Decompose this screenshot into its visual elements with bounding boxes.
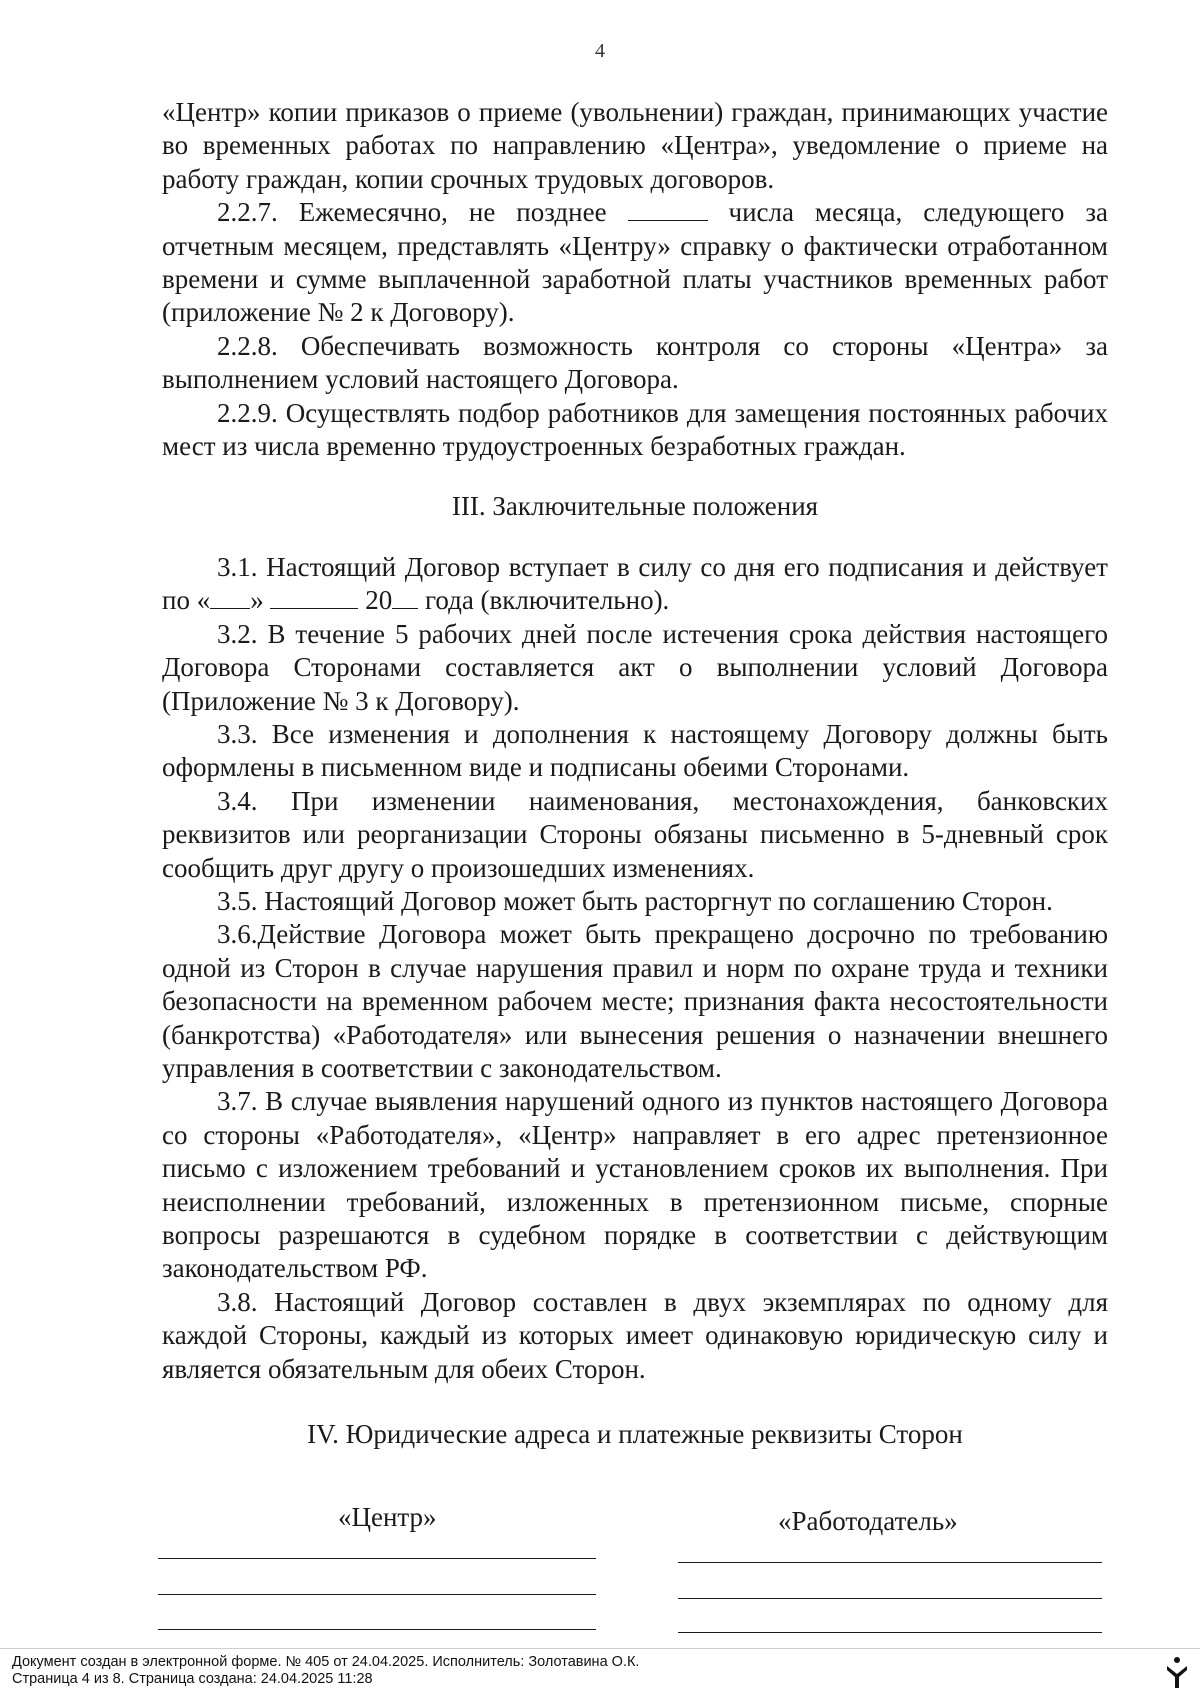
paragraph-3-2: 3.2. В течение 5 рабочих дней после истечения срока действия настоящего Договора Сторонами составляется акт о выполнении условий Договора (Приложение № 3 к Договору). [162, 618, 1108, 716]
paragraph-3-1-quote: » [250, 585, 264, 616]
paragraph-continuation: «Центр» копии приказов о приеме (увольнении) граждан, принимающих участие во временных работах по направлению «Центра», уведомление о приеме на работу граждан, копии срочных трудовых договоров. [162, 97, 1108, 194]
blank-date-month [270, 586, 358, 609]
footer-divider [0, 1648, 1200, 1649]
party-label-center: «Центр» [338, 1502, 437, 1532]
signature-line-right-2 [678, 1598, 1102, 1599]
parties-block [0, 1486, 1200, 1646]
party-label-employer: «Работодатель» [778, 1506, 958, 1536]
signature-line-right-3 [678, 1632, 1102, 1633]
section-heading-3: III. Заключительные положения [451, 491, 819, 522]
signature-line-left-3 [158, 1629, 596, 1630]
page-number: 4 [595, 40, 605, 62]
footer-line-2: Страница 4 из 8. Страница создана: 24.04.2025 11:28 [12, 1671, 373, 1687]
paragraph-2-2-7 [162, 196, 1108, 330]
paragraph-3-1-year: 20 [365, 585, 393, 616]
paragraph-3-7: 3.7. В случае выявления нарушений одного из пунктов настоящего Договора со стороны «Работодателя», «Центр» направляет в его адрес претензионное письмо с изложением требований и установлением сроков их выполнения. При неисполнении требований, изложенных в претензионном письме, спорные вопросы разрешаются в судебном порядке в соответствии с действующим законодательством РФ. [162, 1086, 1108, 1284]
section-heading-4: IV. Юридические адреса и платежные реквизиты Сторон [307, 1419, 963, 1450]
emblem-icon [1164, 1650, 1190, 1690]
paragraph-3-4: 3.4. При изменении наименования, местонахождения, банковских реквизитов или реорганизации Стороны обязаны письменно в 5-дневный срок сообщить друг другу о произошедших изменениях. [162, 785, 1108, 883]
blank-date-year [392, 586, 418, 609]
paragraph-2-2-7-start: 2.2.7. Ежемесячно, не позднее [217, 197, 607, 228]
paragraph-3-1 [162, 551, 1108, 618]
signature-line-right-1 [678, 1562, 1102, 1563]
blank-date-day [210, 586, 250, 609]
paragraph-2-2-7-end: числа месяца, следующего за отчетным месяцем, представлять «Центру» справку о фактически отработанном времени и сумме выплаченной заработной платы участников временных работ (приложение № 2 к Договору). [162, 197, 1109, 328]
paragraph-3-3: 3.3. Все изменения и дополнения к настоящему Договору должны быть оформлены в письменном виде и подписаны обеими Сторонами. [162, 718, 1108, 783]
paragraph-3-8: 3.8. Настоящий Договор составлен в двух экземплярах по одному для каждой Стороны, каждый из которых имеет одинаковую юридическую силу и является обязательным для обеих Сторон. [162, 1286, 1108, 1384]
footer-line-1: Документ создан в электронной форме. № 405 от 24.04.2025. Исполнитель: Золотавина О.К. [12, 1654, 640, 1670]
paragraph-3-1-start: 3.1. Настоящий Договор вступает в силу со дня его подписания и действует по « [162, 551, 1108, 616]
signature-line-left-2 [158, 1594, 596, 1595]
paragraph-3-5: 3.5. Настоящий Договор может быть расторгнут по соглашению Сторон. [217, 885, 1053, 916]
footer [12, 1654, 639, 1688]
paragraph-2-2-8: 2.2.8. Обеспечивать возможность контроля со стороны «Центра» за выполнением условий настоящего Договора. [162, 330, 1108, 395]
paragraph-3-1-end: года (включительно). [424, 585, 670, 616]
blank-day-field [628, 198, 708, 221]
signature-line-left-1 [158, 1558, 596, 1559]
document-body [162, 96, 1108, 1451]
paragraph-2-2-9: 2.2.9. Осуществлять подбор работников для замещения постоянных рабочих мест из числа временно трудоустроенных безработных граждан. [162, 397, 1108, 462]
paragraph-3-6: 3.6.Действие Договора может быть прекращено досрочно по требованию одной из Сторон в случае нарушения правил и норм по охране труда и техники безопасности на временном рабочем месте; признания факта несостоятельности (банкротства) «Работодателя» или вынесения решения о назначении внешнего управления в соответствии с законодательством. [162, 919, 1108, 1083]
